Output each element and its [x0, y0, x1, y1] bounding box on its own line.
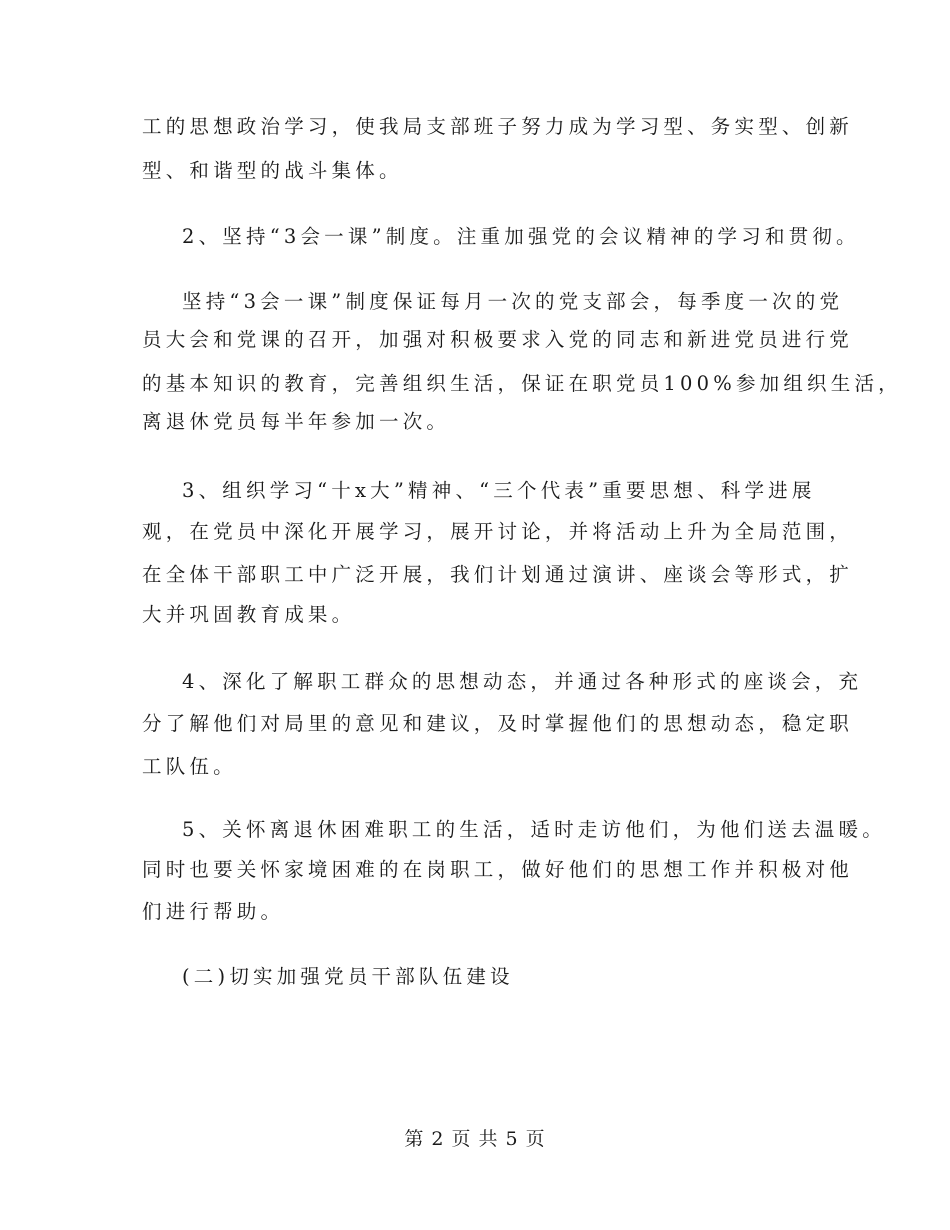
section-heading: (二)切实加强党员干部队伍建设	[182, 965, 514, 988]
paragraph-1-line-2: 型、和谐型的战斗集体。	[142, 159, 403, 182]
paragraph-3-line-2: 员大会和党课的召开，加强对积极要求入党的同志和新进党员进行党	[142, 328, 854, 351]
paragraph-5-line-1: 4、深化了解职工群众的思想动态，并通过各种形式的座谈会，充	[182, 670, 863, 693]
paragraph-3-line-1: 坚持“3会一课”制度保证每月一次的党支部会，每季度一次的党	[182, 290, 844, 313]
paragraph-5-line-3: 工队伍。	[142, 755, 237, 778]
paragraph-1-line-1: 工的思想政治学习，使我局支部班子努力成为学习型、务实型、创新	[142, 115, 854, 138]
paragraph-3-line-4: 离退休党员每半年参加一次。	[142, 410, 451, 433]
paragraph-3-line-3: 的基本知识的教育，完善组织生活，保证在职党员100%参加组织生活，	[142, 372, 902, 395]
paragraph-5-line-2: 分了解他们对局里的意见和建议，及时掌握他们的思想动态，稳定职	[142, 712, 854, 735]
paragraph-4-line-3: 在全体干部职工中广泛开展，我们计划通过演讲、座谈会等形式，扩	[142, 563, 854, 586]
paragraph-4-line-2: 观，在党员中深化开展学习，展开讨论，并将活动上升为全局范围，	[142, 520, 854, 543]
paragraph-6-line-1: 5、关怀离退休困难职工的生活，适时走访他们，为他们送去温暖。	[182, 818, 886, 841]
paragraph-6-line-3: 们进行帮助。	[142, 900, 285, 923]
paragraph-6-line-2: 同时也要关怀家境困难的在岗职工，做好他们的思想工作并积极对他	[142, 858, 854, 881]
paragraph-2-line-1: 2、坚持“3会一课”制度。注重加强党的会议精神的学习和贯彻。	[182, 225, 860, 248]
paragraph-4-line-1: 3、组织学习“十x大”精神、“三个代表”重要思想、科学进展	[182, 479, 816, 502]
page-number-footer: 第 2 页 共 5 页	[404, 1128, 546, 1150]
paragraph-4-line-4: 大并巩固教育成果。	[142, 603, 356, 626]
